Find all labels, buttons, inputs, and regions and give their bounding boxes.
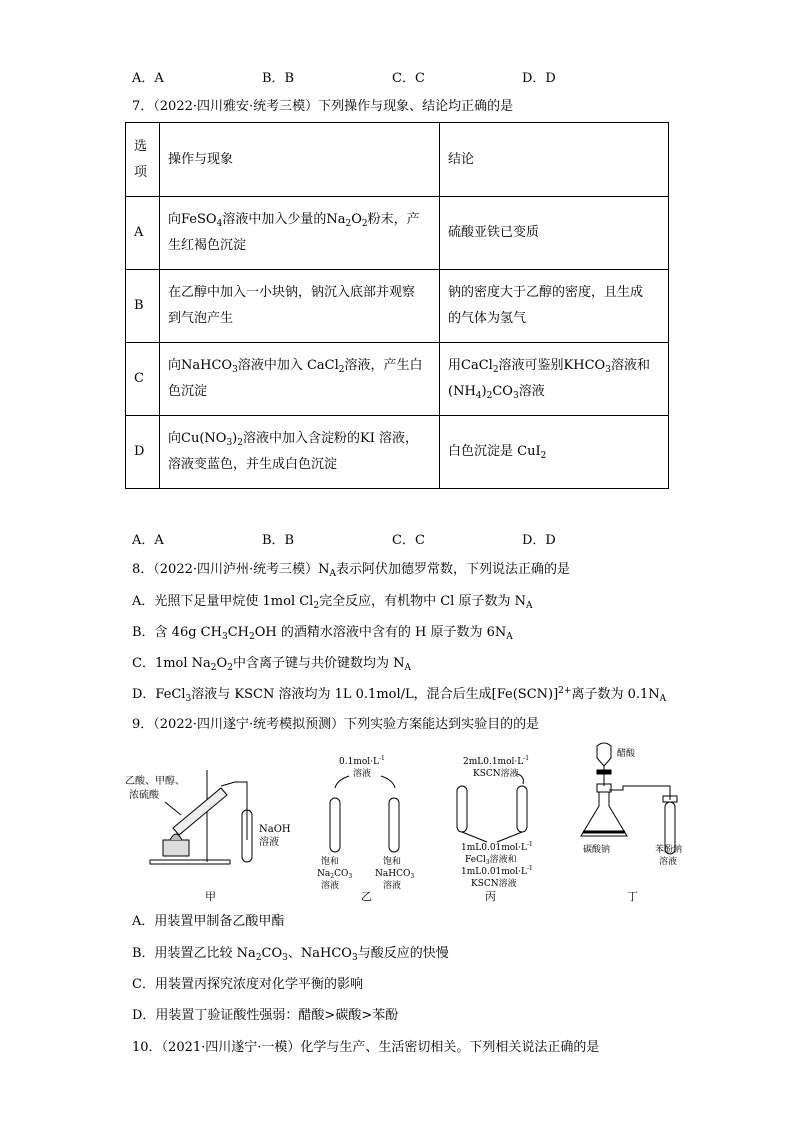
ding-label-phenoxide: 苯酚钠 — [655, 845, 683, 855]
ding-label-solution: 溶液 — [659, 857, 678, 867]
q10-stem: 10．（2021·四川遂宁·一模）化学与生产、生活密切相关。下列相关说法正确的是 — [132, 1040, 600, 1055]
row-operation: 向FeSO$_4$溶液中加入少量的$Na_2O_2$粉末，产 生红褐色沉淀 — [160, 197, 440, 270]
q7-options — [132, 529, 652, 548]
q9-option-b: B．用装置乙比较 $Na_2CO_3$、NaHCO$_3$与酸反应的快慢 — [132, 946, 449, 963]
q7-option-a: A．A — [132, 533, 164, 548]
jia-label-solution: 溶液 — [259, 837, 279, 848]
row-conclusion: 白色沉淀是 CuI$_2$ — [440, 416, 669, 489]
apparatus-ding — [581, 743, 682, 903]
table-row — [126, 416, 669, 489]
header-conclusion: 结论 — [440, 123, 669, 197]
yi-label-right-nahco3: NaHCO$_3$ — [375, 869, 415, 880]
q9-stem: 9．（2022·四川遂宁·统考模拟预测）下列实验方案能达到实验目的的是 — [132, 717, 540, 732]
q9-option-a: A．用装置甲制备乙酸甲酯 — [132, 914, 285, 929]
q6-option-d: D．D — [522, 71, 556, 86]
yi-label-solution: 溶液 — [353, 769, 372, 779]
header-option: 选项 — [126, 123, 160, 197]
q8-option-d: D．FeCl$_3$溶液与 KSCN 溶液均为 1L 0.1mol/L，混合后生成$[Fe(SCN)]^{2+}$离子数为 $0.1N_A$ — [132, 686, 667, 704]
table-row — [126, 343, 669, 416]
q7-option-d: D．D — [522, 533, 556, 548]
bing-label-b1: $1mL0.01mol\cdot L^{-1}$ — [461, 841, 533, 853]
q6-option-b: B．B — [262, 71, 295, 86]
apparatus-jia — [125, 770, 291, 903]
jia-label-acid: 浓硫酸 — [129, 790, 159, 801]
row-operation: 向NaHCO$_3$溶液中加入 CaCl$_2$溶液，产生白 色沉淀 — [160, 343, 440, 416]
q8-option-b: B．含 46g $CH_3CH_2OH$ 的酒精水溶液中含有的 H 原子数为 $6N_A$ — [132, 625, 513, 642]
q8-option-c: C．1mol $Na_2O_2$中含离子键与共价键数均为 $N_A$ — [132, 656, 411, 673]
bing-label-kscn: KSCN溶液 — [473, 769, 519, 779]
q7-option-c: C．C — [392, 533, 425, 548]
yi-caption: 乙 — [361, 890, 372, 903]
q6-option-a: A．A — [132, 71, 164, 86]
bing-label-top: $2mL0.1mol\cdot L^{-1}$ — [463, 755, 530, 767]
yi-label-left-na2co3: $Na_2CO_3$ — [317, 869, 353, 880]
q6-option-c: C．C — [392, 71, 425, 86]
q7-option-b: B．B — [262, 533, 295, 548]
q6-options — [132, 67, 652, 86]
q8-option-a: A．光照下足量甲烷使 1mol $Cl_2$完全反应，有机物中 Cl 原子数为 $N_A$ — [132, 594, 533, 611]
yi-label-right-sat: 饱和 — [383, 857, 402, 867]
apparatus-bing — [457, 755, 533, 903]
ding-label-acid: 醋酸 — [617, 749, 636, 759]
table-header-row — [126, 123, 669, 197]
q7-table — [125, 122, 669, 489]
ding-caption: 丁 — [627, 890, 638, 903]
q9-apparatus-figure — [125, 740, 705, 905]
jia-label-naoh: NaOH — [259, 824, 291, 835]
yi-label-left-solution: 溶液 — [321, 881, 340, 891]
jia-label-reagents: 乙酸、甲醇、 — [125, 776, 185, 787]
table-row — [126, 197, 669, 270]
yi-label-top: $0.1mol\cdot L^{-1}$ — [339, 755, 385, 767]
q8-stem: 8．（2022·四川泸州·统考三模）$N_A$表示阿伏加德罗常数，下列说法正确的是 — [132, 562, 571, 579]
row-conclusion: 硫酸亚铁已变质 — [440, 197, 669, 270]
yi-label-left-sat: 饱和 — [321, 857, 340, 867]
row-operation: 向$Cu(NO_3)_2$溶液中加入含淀粉的KI 溶液， 溶液变蓝色，并生成白色沉淀 — [160, 416, 440, 489]
header-operation: 操作与现象 — [160, 123, 440, 197]
row-operation: 在乙醇中加入一小块钠，钠沉入底部并观察 到气泡产生 — [160, 270, 440, 343]
row-option: D — [126, 416, 160, 489]
row-conclusion: 用CaCl$_2$溶液可鉴别$KHCO_3$溶液和 $(NH_4)_2CO_3$溶液 — [440, 343, 669, 416]
yi-label-right-solution: 溶液 — [383, 881, 402, 891]
table-row — [126, 270, 669, 343]
bing-label-b3: $1mL0.01mol\cdot L^{-1}$ — [461, 865, 533, 877]
bing-caption: 丙 — [485, 890, 496, 903]
row-option: B — [126, 270, 160, 343]
apparatus-yi — [317, 755, 414, 903]
ding-label-carbonate: 碳酸钠 — [583, 845, 611, 855]
row-option: C — [126, 343, 160, 416]
q9-option-c: C．用装置丙探究浓度对化学平衡的影响 — [132, 977, 363, 992]
row-conclusion: 钠的密度大于乙醇的密度，且生成 的气体为氢气 — [440, 270, 669, 343]
jia-caption: 甲 — [205, 890, 216, 903]
q7-stem: 7．（2022·四川雅安·统考三模）下列操作与现象、结论均正确的是 — [132, 99, 514, 114]
bing-label-b2: FeCl$_3$溶液和 — [465, 855, 517, 866]
q9-option-d: D．用装置丁验证酸性强弱：醋酸>碳酸>苯酚 — [132, 1008, 399, 1023]
bing-label-b4: KSCN溶液 — [471, 879, 517, 889]
row-option: A — [126, 197, 160, 270]
